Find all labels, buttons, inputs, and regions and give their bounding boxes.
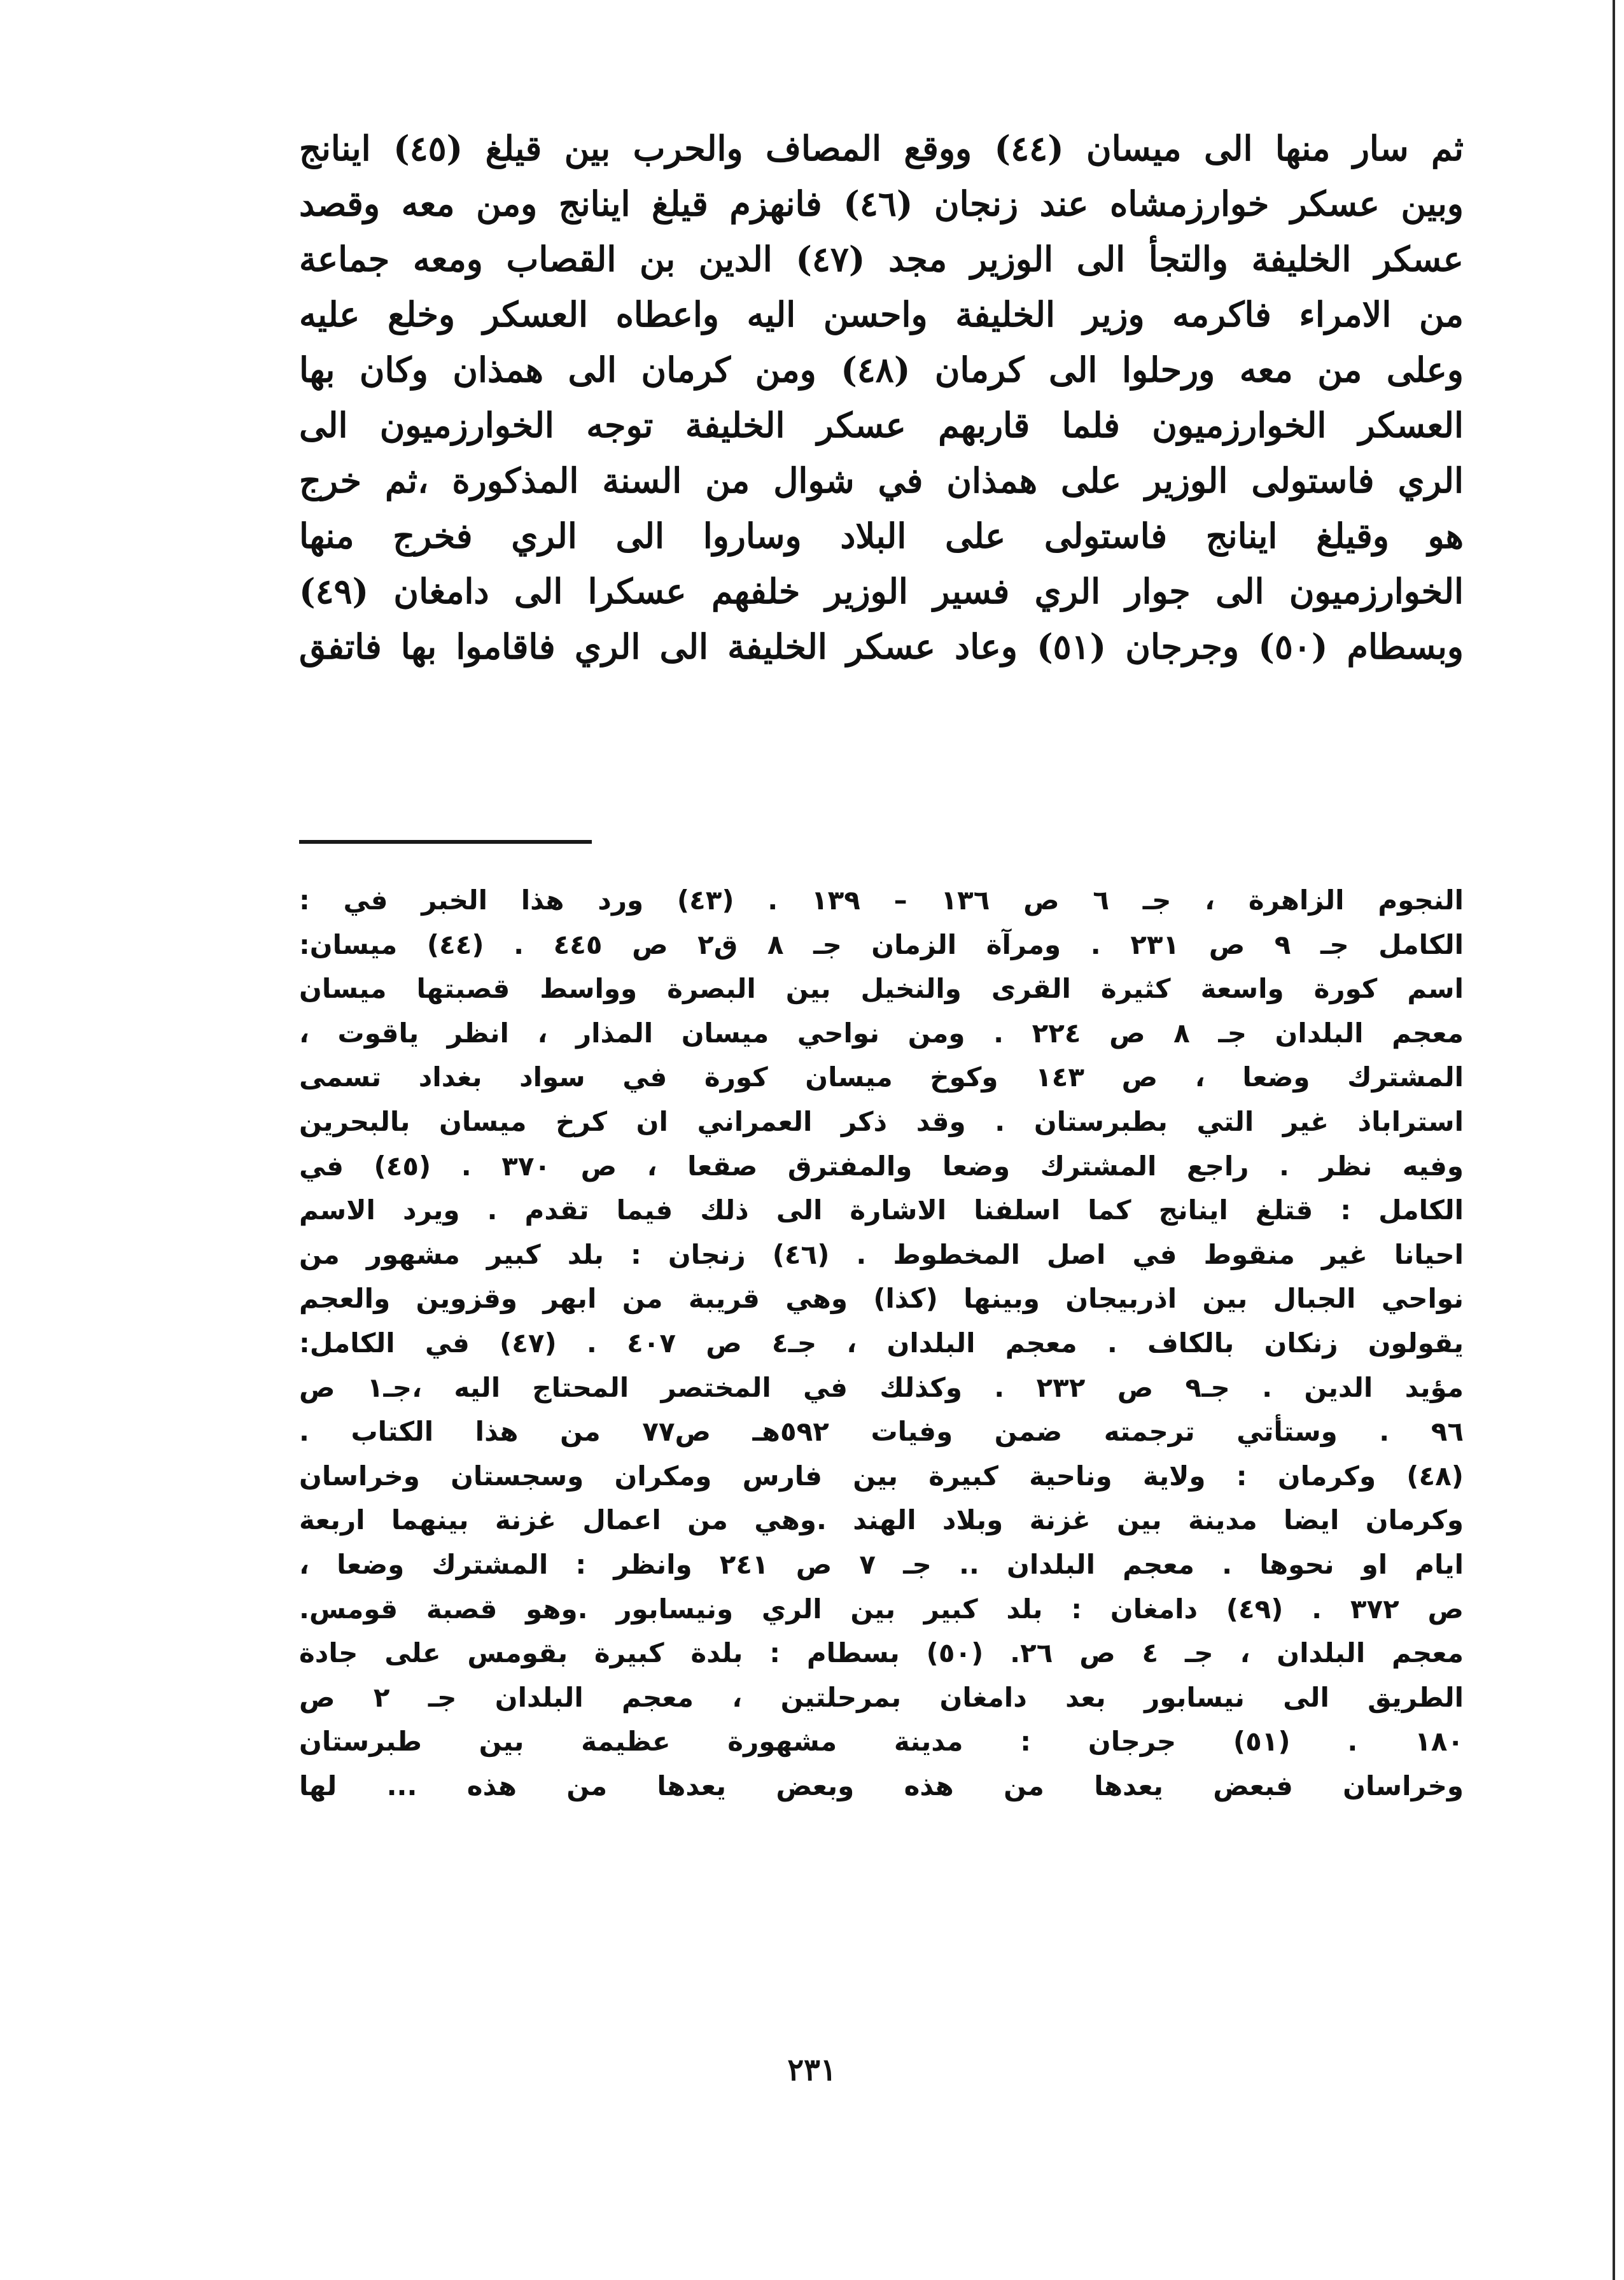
main-text-line: الخوارزميون الى جوار الري فسير الوزير خلفهم عسكرا الى دامغان (٤٩) [299,571,1464,612]
footnote-line: احيانا غير منقوط في اصل المخطوط . (٤٦) زنجان : بلد كبير مشهور من [299,1238,1464,1270]
footnote-line: (٤٨) وكرمان : ولاية وناحية كبيرة بين فارس ومكران وسجستان وخراسان [299,1460,1464,1492]
footnote-line: استراباذ غير التي بطبرستان . وقد ذكر العمراني ان كرخ ميسان بالبحرين [299,1105,1464,1137]
main-text-line: وبين عسكر خوارزمشاه عند زنجان (٤٦) فانهزم قيلغ اينانج ومن معه وقصد [299,183,1464,224]
footnote-line: ١٨٠ . (٥١) جرجان : مدينة مشهورة عظيمة بين طبرستان [299,1726,1464,1758]
footnote-line: المشترك وضعا ، ص ١٤٣ وكوخ ميسان كورة في سواد بغداد تسمى [299,1061,1464,1093]
footnote-line: ص ٣٧٢ . (٤٩) دامغان : بلد كبير بين الري ونيسابور .وهو قصبة قومس. [299,1593,1464,1625]
scan-page-edge [1613,0,1615,2280]
footnote-line: يقولون زنكان بالكاف . معجم البلدان ، جـ٤ ص ٤٠٧ . (٤٧) في الكامل: [299,1327,1464,1359]
footnote-line: اسم كورة واسعة كثيرة القرى والنخيل بين البصرة وواسط قصبتها ميسان [299,973,1464,1005]
main-text-line: وبسطام (٥٠) وجرجان (٥١) وعاد عسكر الخليفة الى الري فاقاموا بها فاتفق [299,626,1464,667]
footnotes-block [299,878,1464,1808]
footnote-line: معجم البلدان جـ ٨ ص ٢٢٤ . ومن نواحي ميسان المذار ، انظر ياقوت ، [299,1017,1464,1049]
footnote-line: ايام او نحوها . معجم البلدان .. جـ ٧ ص ٢٤١ وانظر : المشترك وضعا ، [299,1548,1464,1580]
main-text-line: وعلى من معه ورحلوا الى كرمان (٤٨) ومن كرمان الى همذان وكان بها [299,349,1464,390]
main-text-line: هو وقيلغ اينانج فاستولى على البلاد وساروا الى الري فخرج منها [299,515,1464,556]
book-page [299,121,1464,1801]
footnote-line: نواحي الجبال بين اذربيجان وبينها (كذا) وهي قريبة من ابهر وقزوين والعجم [299,1283,1464,1315]
main-text-line: الري فاستولى الوزير على همذان في شوال من السنة المذكورة ،ثم خرج [299,460,1464,501]
footnote-line: النجوم الزاهرة ، جـ ٦ ص ١٣٦ – ١٣٩ . (٤٣) ورد هذا الخبر في : [299,885,1464,916]
footnote-line: مؤيد الدين . جـ٩ ص ٢٣٢ . وكذلك في المختصر المحتاج اليه ،جـ١ ص [299,1371,1464,1403]
footnote-separator-rule [299,840,592,844]
footnote-line: ٩٦ . وستأتي ترجمته ضمن وفيات ٥٩٢هـ ص٧٧ من هذا الكتاب . [299,1416,1464,1448]
main-text-line: من الامراء فاكرمه وزير الخليفة واحسن اليه واعطاه العسكر وخلع عليه [299,294,1464,335]
main-text-line: العسكر الخوارزميون فلما قاربهم عسكر الخليفة توجه الخوارزميون الى [299,405,1464,445]
footnote-line: الكامل جـ ٩ ص ٢٣١ . ومرآة الزمان جـ ٨ ق٢ ص ٤٤٥ . (٤٤) ميسان: [299,928,1464,960]
footnote-line: الكامل : قتلغ اينانج كما اسلفنا الاشارة الى ذلك فيما تقدم . ويرد الاسم [299,1194,1464,1226]
page-number: ٢٣١ [787,2052,837,2088]
footnote-line: وكرمان ايضا مدينة بين غزنة وبلاد الهند .وهي من اعمال غزنة بينهما اربعة [299,1504,1464,1536]
footnote-line: الطريق الى نيسابور بعد دامغان بمرحلتين ، معجم البلدان جـ ٢ ص [299,1681,1464,1713]
main-text-line: عسكر الخليفة والتجأ الى الوزير مجد (٤٧) الدين بن القصاب ومعه جماعة [299,239,1464,279]
footnote-line: معجم البلدان ، جـ ٤ ص ٢٦. (٥٠) بسطام : بلدة كبيرة بقومس على جادة [299,1637,1464,1669]
footnote-line: وخراسان فبعض يعدها من هذه وبعض يعدها من هذه ... لها [299,1770,1464,1801]
main-text-line: ثم سار منها الى ميسان (٤٤) ووقع المصاف والحرب بين قيلغ (٤٥) اينانج [299,128,1464,169]
main-body-text [299,121,1464,675]
footnote-line: وفيه نظر . راجع المشترك وضعا والمفترق صقعا ، ص ٣٧٠ . (٤٥) في [299,1150,1464,1182]
